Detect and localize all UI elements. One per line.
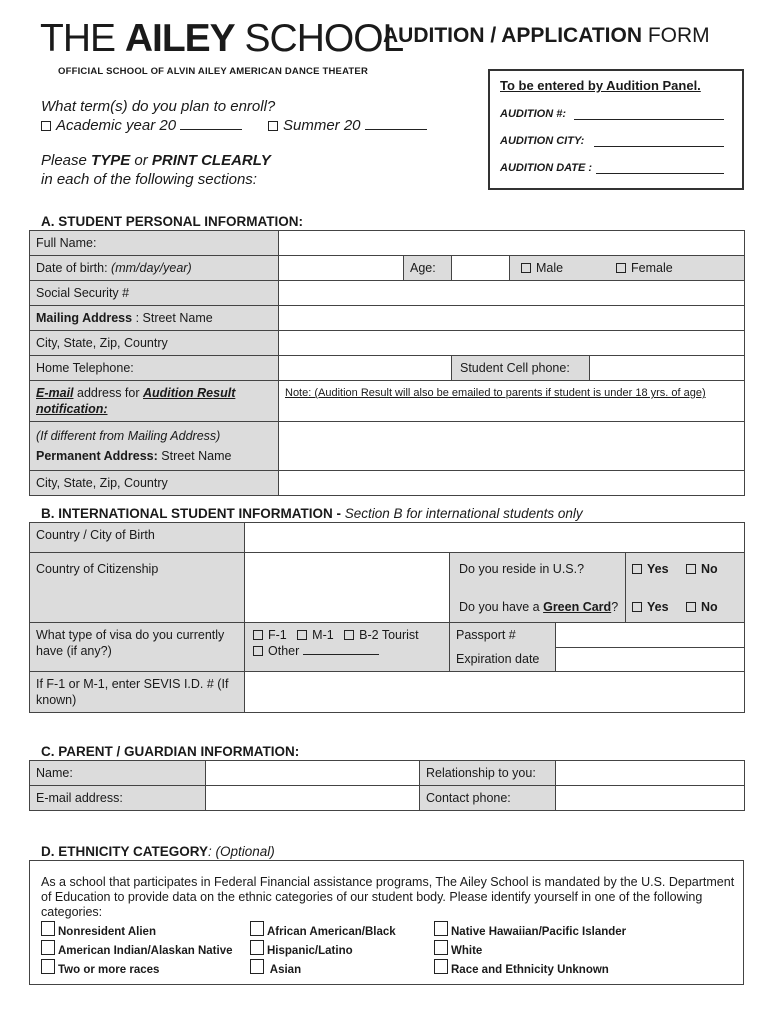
if-different-text: (If different from Mailing Address) bbox=[36, 429, 221, 443]
audition-number-field[interactable] bbox=[574, 119, 724, 120]
city2-field[interactable] bbox=[279, 471, 745, 496]
print-instruction-2: in each of the following sections: bbox=[41, 171, 257, 188]
city-field[interactable] bbox=[279, 331, 745, 356]
option-american-indian[interactable] bbox=[41, 940, 232, 957]
green-no-label: No bbox=[700, 599, 718, 614]
expiration-field[interactable] bbox=[556, 647, 745, 672]
citizenship-field[interactable] bbox=[245, 553, 450, 623]
b2-label: B-2 Tourist bbox=[359, 628, 419, 642]
nonresident-label: Nonresident Alien bbox=[58, 926, 156, 938]
perm-bold: Permanent Address: bbox=[36, 449, 158, 463]
f1-checkbox[interactable] bbox=[253, 630, 263, 640]
parent-email-field[interactable] bbox=[206, 786, 420, 811]
reside-no-label: No bbox=[700, 562, 718, 576]
reside-options bbox=[626, 553, 745, 595]
nonresident-checkbox[interactable] bbox=[41, 921, 55, 936]
home-phone-field[interactable] bbox=[279, 356, 452, 381]
other-visa-blank[interactable] bbox=[303, 654, 379, 655]
summer-option[interactable] bbox=[268, 117, 427, 134]
audition-number-label: AUDITION #: bbox=[500, 108, 566, 120]
form-title-regular: FORM bbox=[647, 24, 710, 47]
unknown-checkbox[interactable] bbox=[434, 959, 448, 974]
m1-checkbox[interactable] bbox=[297, 630, 307, 640]
dob-label bbox=[30, 256, 279, 281]
green-card-options bbox=[626, 595, 745, 623]
audition-city-label: AUDITION CITY: bbox=[500, 135, 585, 147]
email-field[interactable] bbox=[279, 381, 745, 422]
native-hawaiian-checkbox[interactable] bbox=[434, 921, 448, 936]
african-american-checkbox[interactable] bbox=[250, 921, 264, 936]
logo-ailey: AILEY bbox=[124, 17, 235, 60]
home-phone-label: Home Telephone: bbox=[30, 356, 279, 381]
summer-year-blank[interactable] bbox=[365, 129, 427, 130]
two-or-more-checkbox[interactable] bbox=[41, 959, 55, 974]
f1-label: F-1 bbox=[268, 628, 287, 642]
academic-checkbox[interactable] bbox=[41, 121, 51, 131]
two-or-more-label: Two or more races bbox=[58, 964, 160, 976]
ssn-label: Social Security # bbox=[30, 281, 279, 306]
section-b-heading bbox=[41, 506, 583, 521]
sevis-field[interactable] bbox=[245, 672, 745, 713]
city-label: City, State, Zip, Country bbox=[30, 331, 279, 356]
african-american-label: African American/Black bbox=[267, 926, 396, 938]
summer-checkbox[interactable] bbox=[268, 121, 278, 131]
american-indian-checkbox[interactable] bbox=[41, 940, 55, 955]
email-result: Audition Result bbox=[143, 386, 236, 400]
option-african-american[interactable] bbox=[250, 921, 396, 938]
male-label: Male bbox=[535, 261, 564, 275]
section-b-table bbox=[29, 522, 745, 713]
gender-cell bbox=[510, 256, 745, 281]
passport-field[interactable] bbox=[556, 623, 745, 648]
section-c-table bbox=[29, 760, 745, 811]
dob-format: (mm/day/year) bbox=[111, 261, 192, 275]
email-bold: E-mail bbox=[36, 386, 74, 400]
option-hispanic[interactable] bbox=[250, 940, 353, 957]
green-yes-label: Yes bbox=[647, 599, 669, 614]
section-b-note: Section B for international students only bbox=[344, 506, 583, 521]
print-text-1: Please bbox=[41, 152, 92, 169]
visa-options bbox=[245, 623, 450, 672]
mailing-address-label bbox=[30, 306, 279, 331]
relationship-field[interactable] bbox=[556, 761, 745, 786]
ethnicity-text: As a school that participates in Federal Financial assistance programs, The Ailey School is mandated by the U.S. Department of Education to provide data on the ethnic categories of our student body. Please identify yourself in one of the following categories: bbox=[41, 875, 735, 919]
form-title-bold: AUDITION / APPLICATION bbox=[383, 24, 642, 47]
option-two-or-more[interactable] bbox=[41, 959, 159, 976]
city2-label: City, State, Zip, Country bbox=[30, 471, 279, 496]
cell-phone-label: Student Cell phone: bbox=[452, 356, 590, 381]
school-logo bbox=[40, 16, 403, 62]
white-label: White bbox=[451, 945, 483, 957]
option-unknown[interactable] bbox=[434, 959, 609, 976]
m1-label: M-1 bbox=[312, 628, 334, 642]
age-label: Age: bbox=[404, 256, 452, 281]
print-type: TYPE bbox=[91, 152, 131, 169]
option-nonresident[interactable] bbox=[41, 921, 156, 938]
full-name-field[interactable] bbox=[279, 231, 745, 256]
asian-label: Asian bbox=[269, 964, 302, 976]
enroll-question: What term(s) do you plan to enroll? bbox=[41, 98, 276, 115]
american-indian-label: American Indian/Alaskan Native bbox=[58, 945, 233, 957]
section-d-heading bbox=[41, 844, 275, 859]
full-name-label: Full Name: bbox=[30, 231, 279, 256]
green-card: Green Card bbox=[543, 599, 612, 614]
audition-panel-box bbox=[488, 69, 744, 190]
unknown-label: Race and Ethnicity Unknown bbox=[451, 964, 609, 976]
perm-rest: Street Name bbox=[157, 449, 232, 463]
dob-field[interactable] bbox=[279, 256, 404, 281]
reside-label: Do you reside in U.S.? bbox=[450, 553, 626, 595]
academic-label: Academic year 20 bbox=[56, 117, 177, 134]
green-no-checkbox[interactable] bbox=[686, 602, 696, 612]
form-title bbox=[383, 24, 710, 48]
birth-label: Country / City of Birth bbox=[30, 523, 245, 553]
hispanic-label: Hispanic/Latino bbox=[267, 945, 353, 957]
female-checkbox[interactable] bbox=[616, 263, 626, 273]
white-checkbox[interactable] bbox=[434, 940, 448, 955]
mailing-bold: Mailing Address bbox=[36, 311, 133, 325]
green-yes-checkbox[interactable] bbox=[632, 602, 642, 612]
section-a-heading: A. STUDENT PERSONAL INFORMATION: bbox=[41, 214, 303, 229]
other-label: Other bbox=[268, 644, 300, 658]
male-checkbox[interactable] bbox=[521, 263, 531, 273]
asian-checkbox[interactable] bbox=[250, 959, 264, 974]
summer-label: Summer 20 bbox=[283, 117, 361, 134]
section-b-title: B. INTERNATIONAL STUDENT INFORMATION - bbox=[41, 506, 345, 521]
section-d-title: D. ETHNICITY CATEGORY bbox=[41, 844, 209, 859]
permanent-address-label bbox=[30, 422, 279, 471]
parent-name-field[interactable] bbox=[206, 761, 420, 786]
section-d-optional: : (Optional) bbox=[208, 844, 275, 859]
logo-the: THE bbox=[40, 17, 115, 60]
permanent-address-field[interactable] bbox=[279, 422, 745, 471]
reside-yes-label: Yes bbox=[647, 562, 669, 576]
email-label bbox=[30, 381, 279, 422]
email-note: Note: (Audition Result will also be emailed to parents if student is under 18 yrs. of age) bbox=[285, 387, 706, 399]
email-notif: notification: bbox=[36, 402, 108, 416]
print-clearly: PRINT CLEARLY bbox=[151, 152, 271, 169]
green-q: ? bbox=[611, 599, 619, 614]
expiration-label: Expiration date bbox=[450, 647, 556, 672]
mailing-rest: : Street Name bbox=[132, 311, 213, 325]
passport-label: Passport # bbox=[450, 623, 556, 648]
audition-date-label: AUDITION DATE : bbox=[500, 162, 593, 174]
mailing-address-field[interactable] bbox=[279, 306, 745, 331]
hispanic-checkbox[interactable] bbox=[250, 940, 264, 955]
reside-yes-checkbox[interactable] bbox=[632, 564, 642, 574]
ethnicity-box bbox=[29, 860, 744, 985]
audition-date-field[interactable] bbox=[596, 173, 724, 174]
sevis-label: If F-1 or M-1, enter SEVIS I.D. # (If known) bbox=[30, 672, 245, 713]
citizenship-label: Country of Citizenship bbox=[30, 553, 245, 623]
email-mid: address for bbox=[73, 386, 143, 400]
green-card-label bbox=[450, 595, 626, 623]
option-white[interactable] bbox=[434, 940, 482, 957]
option-asian[interactable] bbox=[250, 959, 301, 976]
reside-no-checkbox[interactable] bbox=[686, 564, 696, 574]
print-instruction bbox=[41, 152, 271, 169]
parent-email-label: E-mail address: bbox=[30, 786, 206, 811]
contact-phone-label: Contact phone: bbox=[420, 786, 556, 811]
birth-field[interactable] bbox=[245, 523, 745, 553]
other-checkbox[interactable] bbox=[253, 646, 263, 656]
age-field[interactable] bbox=[452, 256, 510, 281]
panel-title: To be entered by Audition Panel. bbox=[500, 78, 701, 93]
green-pre: Do you have a bbox=[459, 599, 544, 614]
native-hawaiian-label: Native Hawaiian/Pacific Islander bbox=[451, 926, 627, 938]
logo-school: SCHOOL bbox=[244, 17, 404, 60]
cell-phone-field[interactable] bbox=[590, 356, 745, 381]
ssn-field[interactable] bbox=[279, 281, 745, 306]
academic-year-blank[interactable] bbox=[180, 129, 242, 130]
section-c-heading: C. PARENT / GUARDIAN INFORMATION: bbox=[41, 744, 300, 759]
b2-checkbox[interactable] bbox=[344, 630, 354, 640]
academic-year-option[interactable] bbox=[41, 117, 242, 134]
contact-phone-field[interactable] bbox=[556, 786, 745, 811]
visa-label: What type of visa do you currently have (if any?) bbox=[30, 623, 245, 672]
female-label: Female bbox=[631, 261, 673, 275]
parent-name-label: Name: bbox=[30, 761, 206, 786]
relationship-label: Relationship to you: bbox=[420, 761, 556, 786]
option-native-hawaiian[interactable] bbox=[434, 921, 626, 938]
logo-subtitle: OFFICIAL SCHOOL OF ALVIN AILEY AMERICAN DANCE THEATER bbox=[58, 66, 369, 77]
audition-city-field[interactable] bbox=[594, 146, 724, 147]
dob-text: Date of birth: bbox=[36, 261, 112, 275]
section-a-table bbox=[29, 230, 745, 496]
print-or: or bbox=[130, 152, 152, 169]
